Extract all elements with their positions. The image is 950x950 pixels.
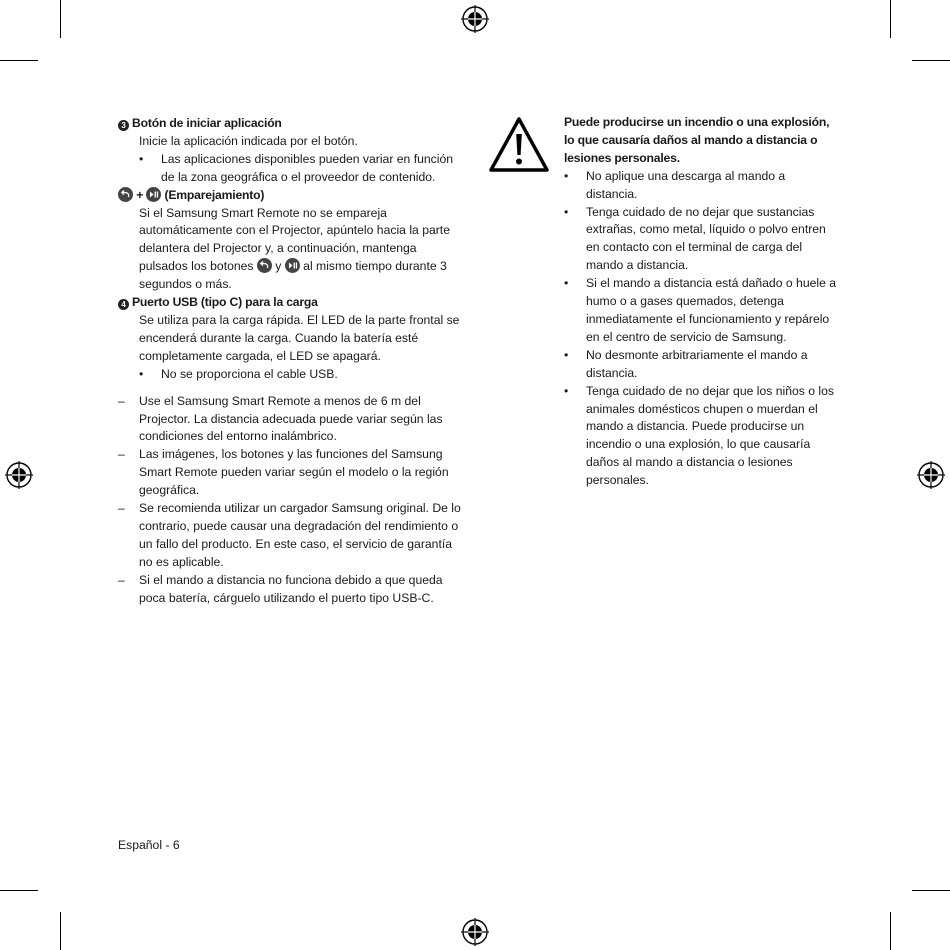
play-pause-button-icon bbox=[146, 187, 161, 202]
note-item: – Las imágenes, los botones y las funciones del Samsung Smart Remote pueden variar según el modelo o la región geográfica. bbox=[118, 446, 463, 500]
plus-sign: + bbox=[136, 187, 144, 202]
crop-mark bbox=[0, 60, 38, 61]
pairing-desc-after: al mismo tiempo durante 3 segundos o más. bbox=[139, 259, 447, 292]
crop-mark bbox=[60, 912, 61, 950]
crop-mark bbox=[0, 890, 38, 891]
crop-mark bbox=[60, 0, 61, 38]
warning-bullet: • Tenga cuidado de no dejar que los niños o los animales domésticos chupen o muerdan el mando a distancia. Puede producirse un incendio o una explosión, lo que causaría daños al mando a distancia o lesiones personales. bbox=[564, 383, 839, 490]
note-item: – Use el Samsung Smart Remote a menos de 6 m del Projector. La distancia adecuada puede variar según las condiciones del entorno inalámbrico. bbox=[118, 393, 463, 447]
item3-bullet: • Las aplicaciones disponibles pueden variar en función de la zona geográfica o el proveedor de contenido. bbox=[118, 151, 463, 187]
pairing-desc-before: Si el Samsung Smart Remote no se empareja automáticamente con el Projector, apúntelo hacia la parte delantera del Projector y, a continuación, mantenga pulsados los botones bbox=[139, 205, 450, 274]
left-column bbox=[118, 115, 463, 607]
crop-mark bbox=[890, 912, 891, 950]
item3-heading bbox=[118, 115, 463, 133]
warning-heading: Puede producirse un incendio o una explosión, lo que causaría daños al mando a distancia o lesiones personales. bbox=[564, 115, 830, 165]
play-pause-button-icon bbox=[285, 258, 300, 273]
crop-mark bbox=[912, 890, 950, 891]
back-button-icon bbox=[118, 187, 133, 202]
item4-description: Se utiliza para la carga rápida. El LED de la parte frontal se encenderá durante la carga. Cuando la batería esté completamente cargada, el LED se apagará. bbox=[139, 312, 460, 363]
pairing-desc-and: y bbox=[275, 259, 282, 274]
right-column bbox=[564, 114, 839, 490]
warning-bullet: • No desmonte arbitrariamente el mando a distancia. bbox=[564, 347, 839, 383]
item4-number: 4 bbox=[118, 299, 129, 310]
back-button-icon bbox=[257, 258, 272, 273]
registration-mark-icon bbox=[461, 5, 489, 33]
registration-mark-icon bbox=[461, 918, 489, 946]
note-item: – Si el mando a distancia no funciona debido a que queda poca batería, cárguelo utilizando el puerto tipo USB-C. bbox=[118, 572, 463, 608]
pairing-description bbox=[118, 205, 463, 295]
item4-bullet: • No se proporciona el cable USB. bbox=[118, 366, 463, 384]
warning-bullet: • Tenga cuidado de no dejar que sustancias extrañas, como metal, líquido o polvo entren en contacto con el terminal de carga del mando a distancia. bbox=[564, 204, 839, 276]
pairing-heading bbox=[118, 187, 463, 205]
page-footer: Español - 6 bbox=[118, 838, 180, 852]
note-item: – Se recomienda utilizar un cargador Samsung original. De lo contrario, puede causar una degradación del rendimiento o un fallo del producto. En este caso, el servicio de garantía no es aplicable. bbox=[118, 500, 463, 572]
warning-bullet: • No aplique una descarga al mando a distancia. bbox=[564, 168, 839, 204]
registration-mark-icon bbox=[917, 461, 945, 489]
item4-title: Puerto USB (tipo C) para la carga bbox=[132, 295, 318, 310]
crop-mark bbox=[912, 60, 950, 61]
item4-heading bbox=[118, 294, 463, 312]
item3-description: Inicie la aplicación indicada por el botón. bbox=[139, 133, 358, 148]
pairing-title: (Emparejamiento) bbox=[164, 187, 265, 202]
registration-mark-icon bbox=[5, 461, 33, 489]
item3-title: Botón de iniciar aplicación bbox=[132, 116, 282, 130]
warning-triangle-icon bbox=[488, 116, 550, 174]
crop-mark bbox=[890, 0, 891, 38]
item3-number: 3 bbox=[118, 120, 129, 131]
warning-bullet: • Si el mando a distancia está dañado o huele a humo o a gases quemados, detenga inmediatamente el funcionamiento y repárelo en el centro de servicio de Samsung. bbox=[564, 275, 839, 347]
